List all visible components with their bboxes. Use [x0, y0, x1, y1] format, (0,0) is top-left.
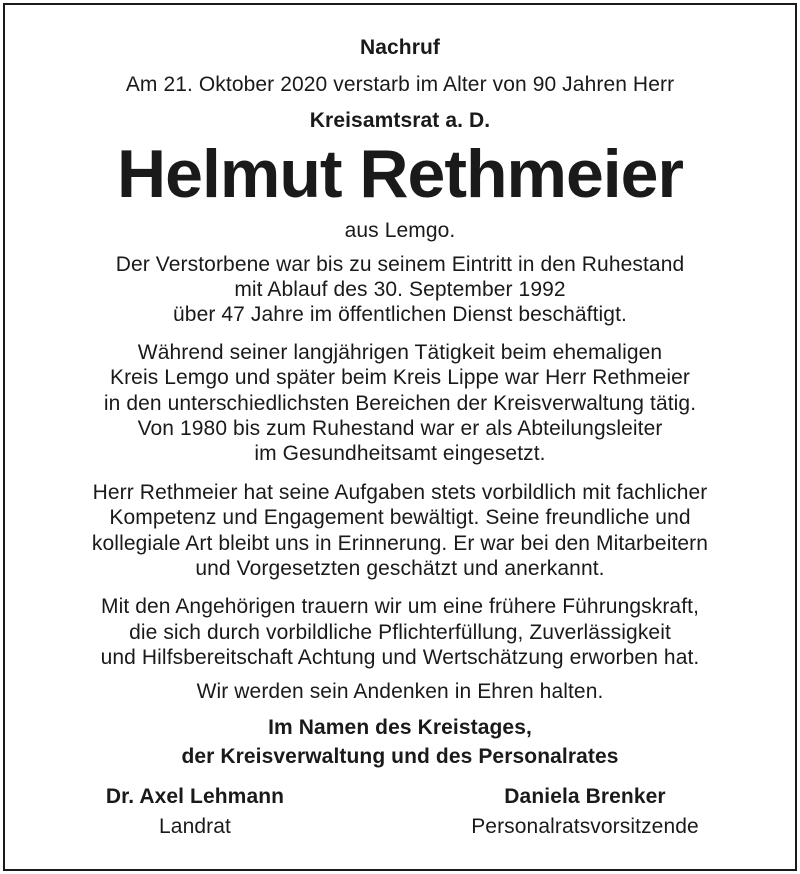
- paragraph1-line: Der Verstorbene war bis zu seinem Eintritt in den Ruhestand: [115, 253, 685, 276]
- paragraph2-line: Während seiner langjährigen Tätigkeit beim ehemaligen: [137, 341, 663, 364]
- paragraph4-line: die sich durch vorbildliche Pflichterfüllung, Zuverlässigkeit: [129, 621, 671, 644]
- signatory-title: Landrat: [159, 815, 231, 838]
- paragraph3-line: Herr Rethmeier hat seine Aufgaben stets vorbildlich mit fachlicher: [92, 481, 708, 504]
- origin: aus Lemgo.: [344, 219, 456, 242]
- paragraph2-line: Von 1980 bis zum Ruhestand war er als Abteilungsleiter: [137, 417, 663, 440]
- closing-line: Wir werden sein Andenken in Ehren halten.: [196, 680, 604, 703]
- paragraph2-line: im Gesundheitsamt eingesetzt.: [254, 442, 546, 465]
- on-behalf-line: der Kreisverwaltung und des Personalrates: [181, 745, 619, 768]
- paragraph1-line: über 47 Jahre im öffentlichen Dienst beschäftigt.: [173, 303, 627, 326]
- paragraph4-line: Mit den Angehörigen trauern wir um eine frühere Führungskraft,: [100, 595, 699, 618]
- paragraph4-line: und Hilfsbereitschaft Achtung und Wertschätzung erworben hat.: [100, 646, 700, 669]
- paragraph3-line: kollegiale Art bleibt uns in Erinnerung. Er war bei den Mitarbeitern: [91, 532, 709, 555]
- paragraph3-line: und Vorgesetzten geschätzt und anerkannt.: [195, 557, 605, 580]
- intro-line: Am 21. Oktober 2020 verstarb im Alter von 90 Jahren Herr: [125, 73, 675, 96]
- deceased-name: Helmut Rethmeier: [117, 136, 683, 212]
- paragraph1-line: mit Ablauf des 30. September 1992: [234, 278, 566, 301]
- paragraph2-line: Kreis Lemgo und später beim Kreis Lippe war Herr Rethmeier: [109, 366, 691, 389]
- heading: Nachruf: [359, 36, 441, 59]
- paragraph2-line: in den unterschiedlichsten Bereichen der Kreisverwaltung tätig.: [103, 392, 697, 415]
- paragraph3-line: Kompetenz und Engagement bewältigt. Seine freundliche und: [109, 506, 691, 529]
- signatory-title: Personalratsvorsitzende: [471, 815, 699, 838]
- rank: Kreisamtsrat a. D.: [309, 109, 491, 132]
- on-behalf-line: Im Namen des Kreistages,: [268, 716, 532, 739]
- signatory-name: Daniela Brenker: [504, 785, 666, 808]
- signatory-name: Dr. Axel Lehmann: [105, 785, 285, 808]
